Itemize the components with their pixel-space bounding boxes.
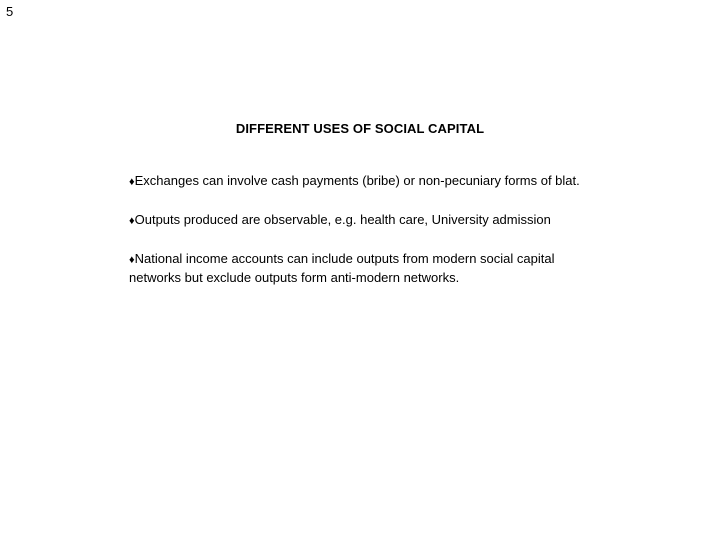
- diamond-bullet-icon: ♦: [129, 215, 135, 227]
- bullet-text-national-income: National income accounts can include outputs from modern social capital networks but exclude outputs form anti-modern networks.: [129, 251, 555, 285]
- bullet-item-outputs: [129, 211, 604, 230]
- bullet-list: [129, 172, 604, 306]
- diamond-bullet-icon: ♦: [129, 254, 135, 266]
- bullet-item-exchanges: [129, 172, 604, 191]
- bullet-text-outputs: Outputs produced are observable, e.g. health care, University admission: [134, 212, 551, 227]
- diamond-bullet-icon: ♦: [129, 176, 135, 188]
- page-number: 5: [6, 4, 14, 19]
- bullet-text-exchanges: Exchanges can involve cash payments (bribe) or non-pecuniary forms of blat.: [134, 173, 580, 188]
- slide-title: DIFFERENT USES OF SOCIAL CAPITAL: [235, 121, 485, 136]
- bullet-item-national-income: [129, 250, 604, 286]
